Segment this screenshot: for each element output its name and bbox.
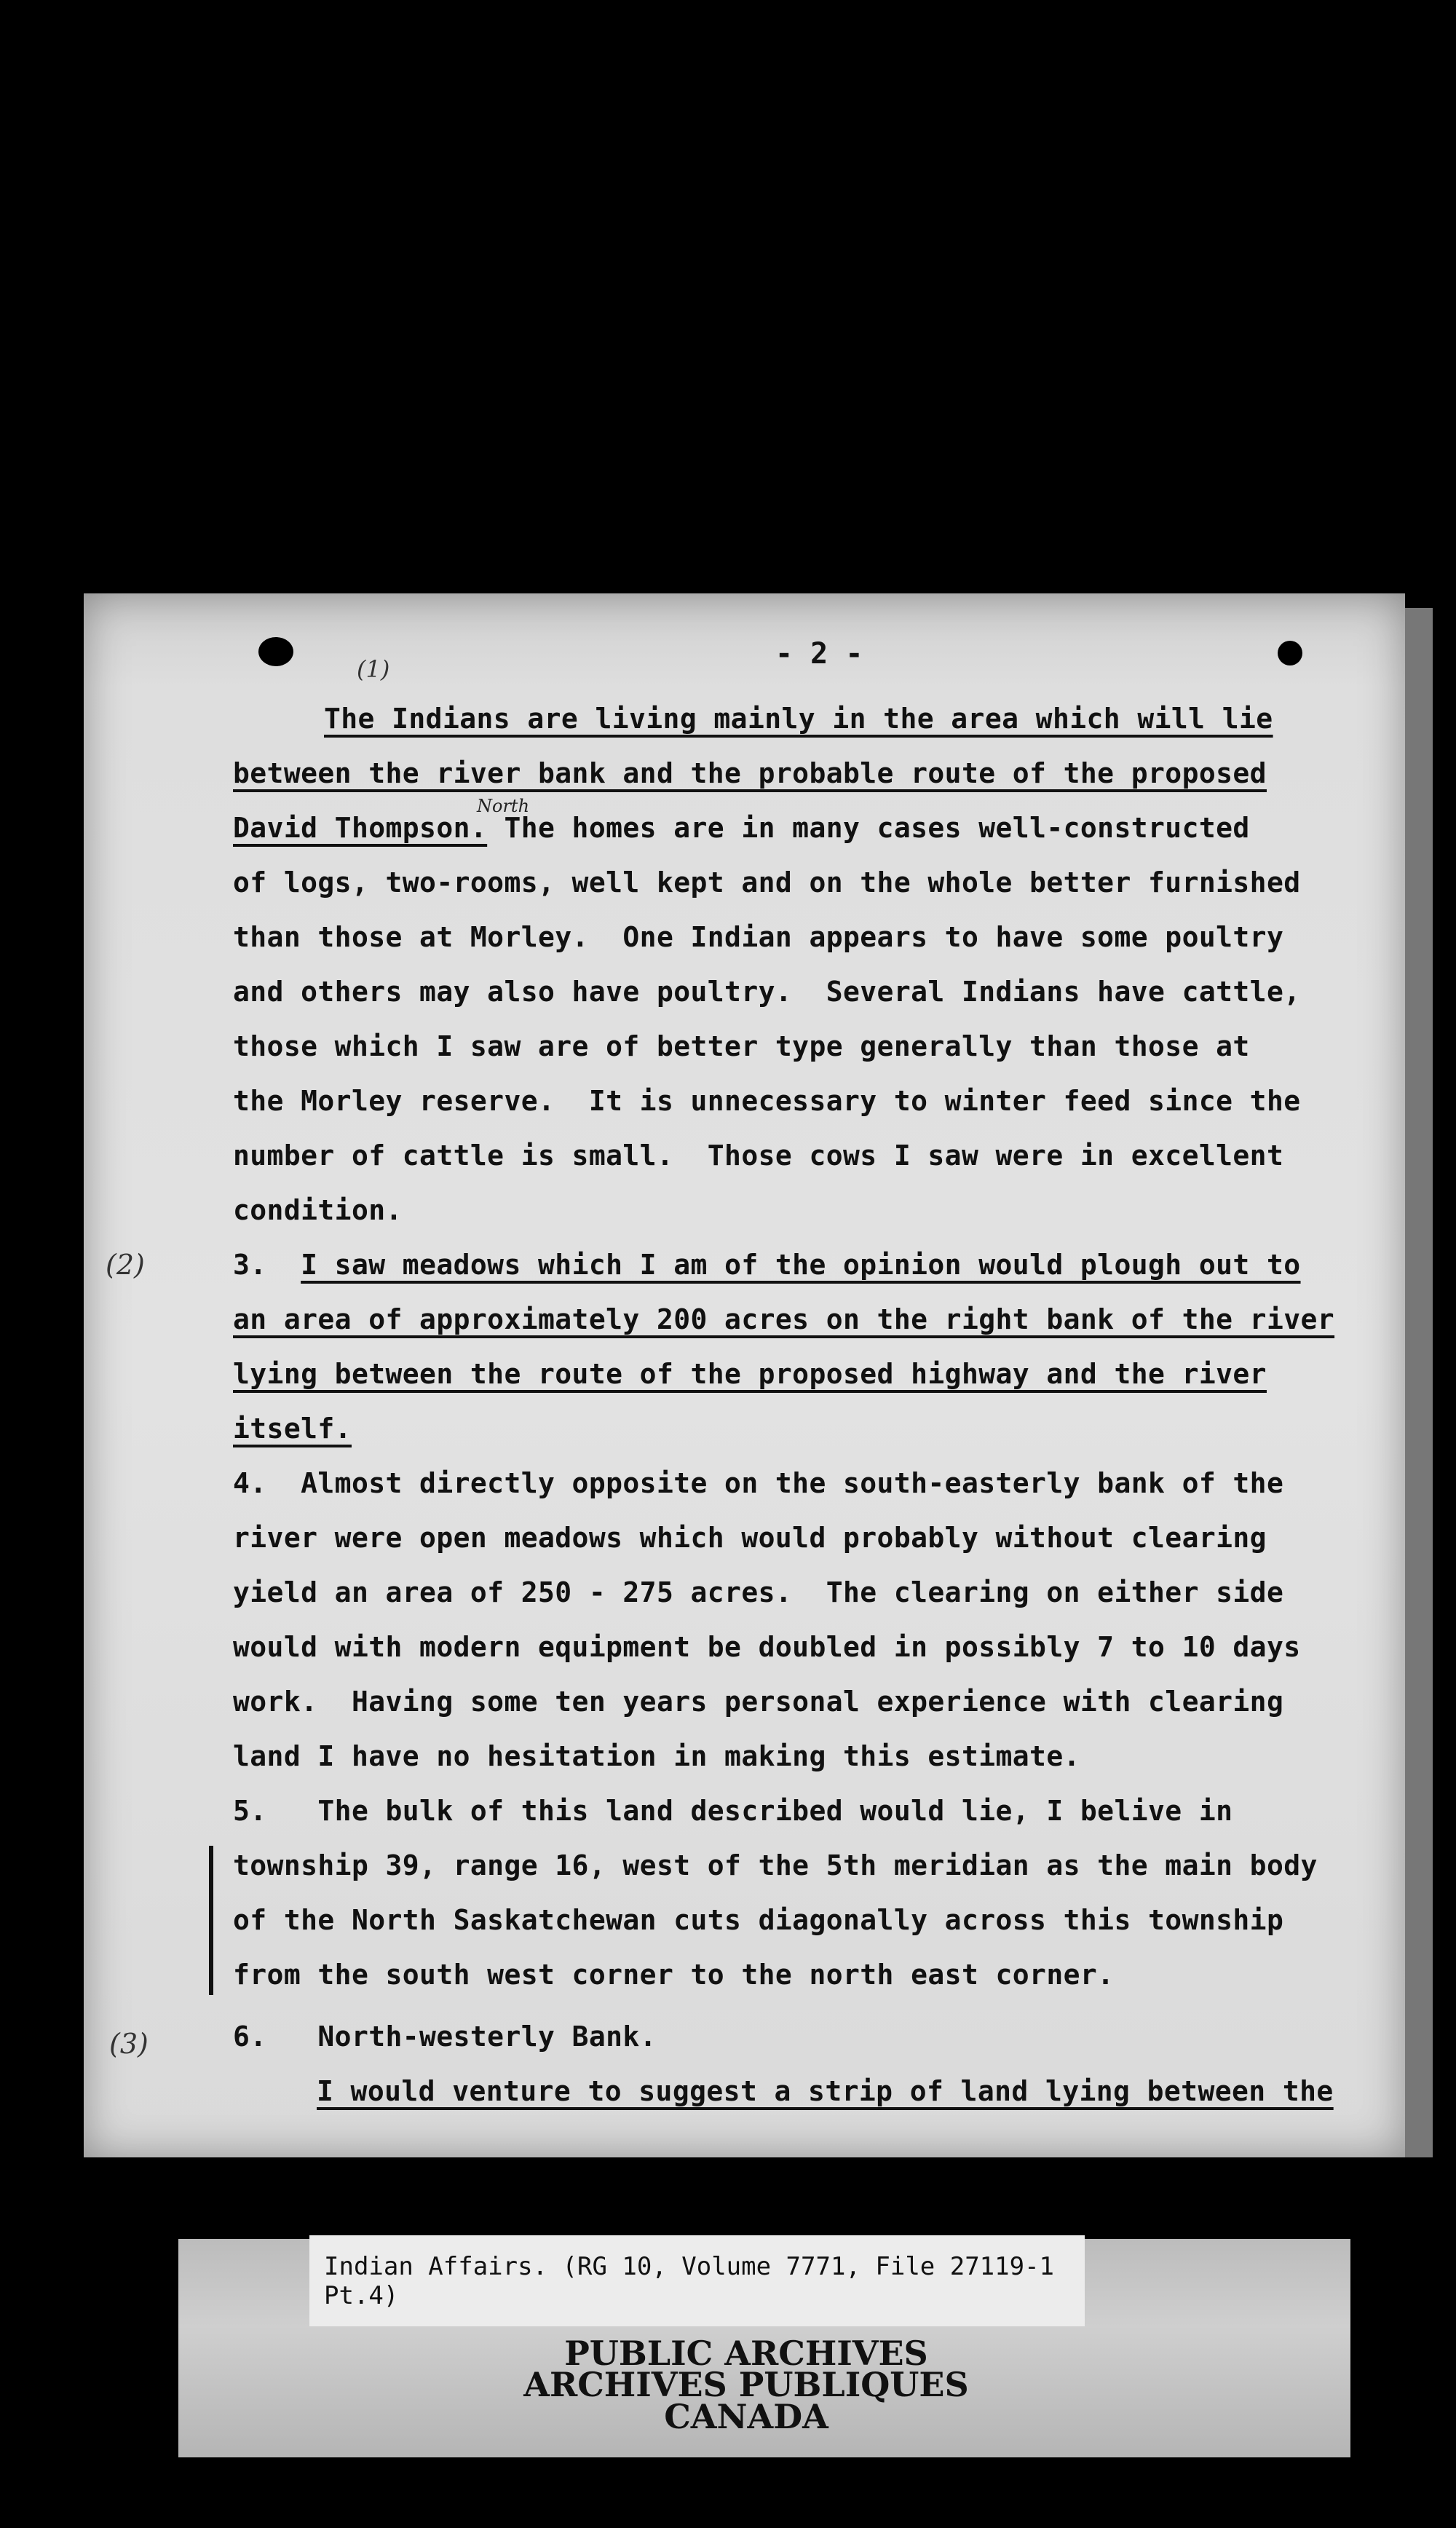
text-line-13: lying between the route of the proposed highway and the river — [233, 1358, 1267, 1390]
text-line-15: 4. Almost directly opposite on the south-easterly bank of the — [233, 1467, 1284, 1499]
text-line-12: an area of approximately 200 acres on the right bank of the river — [233, 1303, 1335, 1335]
text-line-6: and others may also have poultry. Several Indians have cattle, — [233, 976, 1301, 1008]
text-line-11a: I saw meadows which I am of the opinion would plough out to — [301, 1249, 1301, 1281]
text-line-18: would with modern equipment be doubled in possibly 7 to 10 days — [233, 1631, 1301, 1663]
citation-text: Indian Affairs. (RG 10, Volume 7771, File 27119-1 Pt.4) — [324, 2251, 1055, 2310]
stamp-line-2: ARCHIVES PUBLIQUES — [523, 2365, 969, 2404]
margin-mark-3: (3) — [109, 2028, 149, 2060]
text-line-24: from the south west corner to the north east corner. — [233, 1959, 1115, 1991]
hole-punch-mark-left — [258, 637, 293, 666]
margin-vertical-bar — [209, 1846, 213, 1995]
stamp-line-3: CANADA — [664, 2397, 828, 2436]
text-line-3 — [233, 812, 1250, 844]
margin-mark-1: (1) — [357, 655, 390, 683]
text-line-19: work. Having some ten years personal experience with clearing — [233, 1686, 1284, 1718]
text-line-14: itself. — [233, 1413, 352, 1445]
text-line-8: the Morley reserve. It is unnecessary to winter feed since the — [233, 1085, 1301, 1117]
handwritten-insertion-north: North — [477, 796, 530, 816]
text-line-21: 5. The bulk of this land described would lie, I belive in — [233, 1795, 1233, 1827]
hole-punch-mark-right — [1278, 641, 1302, 665]
document-page — [84, 593, 1405, 2157]
text-line-23: of the North Saskatchewan cuts diagonally across this township — [233, 1904, 1284, 1936]
text-line-3a: David Thompson. — [233, 812, 488, 844]
margin-mark-2: (2) — [106, 1249, 145, 1281]
text-line-26: I would venture to suggest a strip of land lying between the — [317, 2075, 1334, 2107]
text-line-17: yield an area of 250 - 275 acres. The clearing on either side — [233, 1576, 1284, 1608]
text-line-1: The Indians are living mainly in the area which will lie — [324, 703, 1273, 735]
text-line-20: land I have no hesitation in making this estimate. — [233, 1740, 1080, 1772]
text-line-2: between the river bank and the probable route of the proposed — [233, 757, 1267, 789]
text-line-16: river were open meadows which would probably without clearing — [233, 1522, 1267, 1554]
citation-label — [309, 2235, 1085, 2326]
page-number: - 2 - — [775, 637, 863, 671]
text-line-5: than those at Morley. One Indian appears to have some poultry — [233, 921, 1284, 953]
text-line-10: condition. — [233, 1194, 403, 1226]
text-line-4: of logs, two-rooms, well kept and on the whole better furnished — [233, 866, 1301, 898]
text-line-3b: The homes are in many cases well-constructed — [487, 812, 1250, 844]
text-line-11 — [233, 1249, 1301, 1281]
text-line-7: those which I saw are of better type generally than those at — [233, 1030, 1250, 1062]
item-number-3: 3. — [233, 1249, 301, 1281]
text-line-25: 6. North-westerly Bank. — [233, 2021, 657, 2053]
stamp-line-1: PUBLIC ARCHIVES — [564, 2334, 928, 2373]
text-line-22: township 39, range 16, west of the 5th meridian as the main body — [233, 1849, 1318, 1881]
text-line-9: number of cattle is small. Those cows I saw were in excellent — [233, 1139, 1284, 1172]
